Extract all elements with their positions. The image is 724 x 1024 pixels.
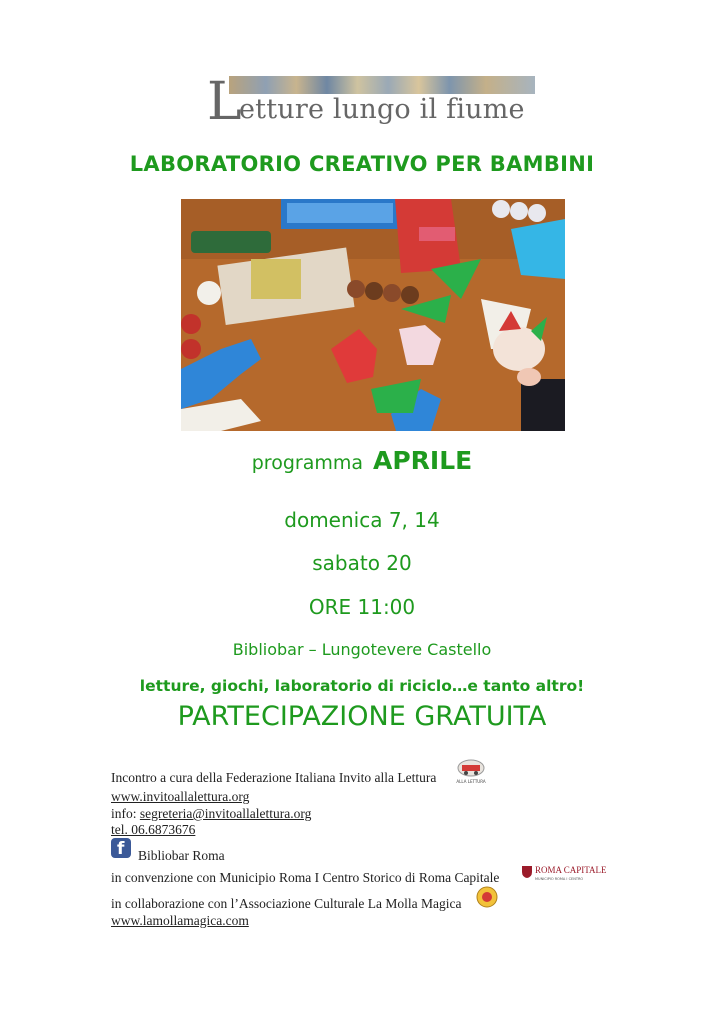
roma-capitale-label: ROMA CAPITALE [535,865,607,875]
molla-magica-icon [476,886,498,908]
roma-shield-icon [522,866,532,878]
roma-capitale-logo [522,865,606,887]
event-activities: letture, giochi, laboratorio di riciclo…e tanto altro! [139,677,585,695]
collaboration-line: in collaborazione con l’Associazione Culturale La Molla Magica [111,896,462,911]
event-series-logo [207,72,535,132]
info-prefix: info: [111,806,140,821]
program-heading [0,446,724,475]
phone-link[interactable]: tel. 06.6873676 [111,822,196,837]
event-time: ORE 11:00 [308,595,416,619]
logo-text: etture lungo il fiume [239,94,525,125]
craft-table-illustration [181,199,565,431]
facebook-icon[interactable]: f [111,838,131,858]
event-location: Bibliobar – Lungotevere Castello [232,640,492,659]
invito-alla-lettura-logo [455,757,487,785]
molla-magica-logo [476,886,498,908]
molla-magica-website-link[interactable]: www.lamollamagica.com [111,913,249,928]
craft-workshop-photo [181,199,565,431]
roma-capitale-sublabel: MUNICIPIO ROMA I CENTRO [535,877,584,881]
program-label: programma [251,452,364,474]
logo-initial: L [207,72,242,132]
sunday-dates: domenica 7, 14 [284,508,440,532]
saturday-date: sabato 20 [312,551,412,575]
curated-by-line: Incontro a cura della Federazione Italiana Invito alla Lettura [111,770,437,785]
logo-photo-strip [229,76,535,94]
invito-logo-caption: ALLA LETTURA [456,779,486,784]
invito-website-link[interactable]: www.invitoallalettura.org [111,789,250,804]
agreement-line: in convenzione con Municipio Roma I Centro Storico di Roma Capitale [111,870,500,885]
program-month: APRILE [373,446,473,475]
free-entry-banner: PARTECIPAZIONE GRATUITA [177,701,547,732]
facebook-page-label: Bibliobar Roma [138,848,225,863]
page-title: LABORATORIO CREATIVO PER BAMBINI [129,152,595,176]
info-line [111,806,311,822]
email-link[interactable]: segreteria@invitoallalettura.org [139,806,312,821]
